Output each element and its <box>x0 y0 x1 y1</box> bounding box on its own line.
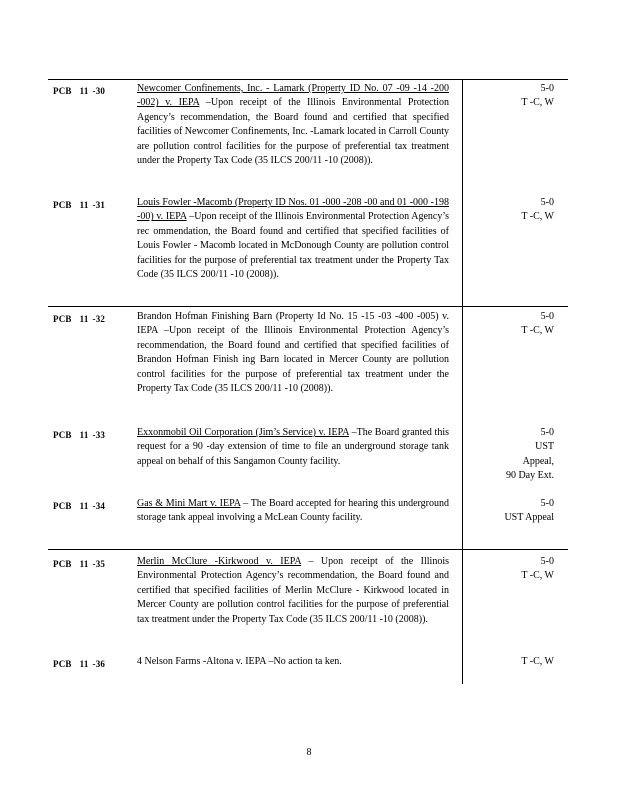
case-description: –Upon receipt of the Illinois Environmental Protection Agency’s recommendation, the Board found and certified that specified facilities of Newcomer Confinements, Inc. -Lamark located in Carroll County are pollution control facilities for the purpose of preferential tax treatment under the Property Tax Code (35 ILCS 200/11 -10 (2008)). <box>137 97 450 167</box>
table-row-rule <box>48 549 568 550</box>
case-docket-year: 11 <box>79 501 89 511</box>
case-docket-year: 11 <box>79 86 89 96</box>
case-docket-suffix: -33 <box>92 430 106 440</box>
case-description: –The Board granted this request for a 90 -day extension of time to file an underground storage tank appeal on behalf of this Sangamon County facility. <box>137 427 450 467</box>
vote-result <box>444 196 554 225</box>
vote-line: 5-0 <box>540 197 554 208</box>
vote-line: 5-0 <box>540 83 554 94</box>
vote-line: T -C, W <box>521 211 554 223</box>
case-title: Louis Fowler -Macomb (Property ID Nos. 01 -000 -208 -00 and 01 -000 -198 -00) v. IEPA <box>137 197 449 223</box>
case-docket-year: 11 <box>79 200 89 210</box>
case-prefix: PCB <box>53 314 72 324</box>
case-summary <box>137 555 449 627</box>
case-docket-year: 11 <box>79 559 89 569</box>
case-docket-suffix: -34 <box>92 501 106 511</box>
vote-result <box>444 426 554 484</box>
case-docket-suffix: -32 <box>92 314 106 324</box>
case-description: Brandon Hofman Finishing Barn (Property Id No. 15 -15 -03 -400 -005) v. IEPA –Upon receipt of the Illinois Environmental Protection Agency’s recommendation, the Board found and certified that specified facilities of Brandon Hofman Finish ing Barn located in Mercer County are pollution control facilities for the purpose of preferential tax treatment under the Property Tax Code (35 ILCS 200/11 -10 (2008)). <box>137 311 449 395</box>
case-number <box>53 659 133 669</box>
vote-line: T -C, W <box>521 325 554 337</box>
case-description: –Upon receipt of the Illinois Environmental Protection Agency’s rec ommendation, the Board found and certified that specified facilities of Louis Fowler - Macomb located in McDonough County are pollution control facilities for the purpose of preferential tax treatment under the Property Tax Code (35 ILCS 200/11 -10 (2008)). <box>137 211 450 281</box>
case-docket-suffix: -30 <box>92 86 106 96</box>
vote-line: T -C, W <box>521 656 554 667</box>
vote-line: T -C, W <box>521 97 554 109</box>
case-prefix: PCB <box>53 200 72 210</box>
vote-result <box>444 310 554 339</box>
page-number: 8 <box>306 747 312 758</box>
case-number <box>53 314 133 324</box>
case-docket-year: 11 <box>79 314 89 324</box>
case-docket-suffix: -31 <box>92 200 106 210</box>
vote-result <box>444 82 554 111</box>
case-docket-suffix: -36 <box>92 659 106 669</box>
case-title: Exxonmobil Oil Corporation (Jim’s Service) v. IEPA <box>137 427 349 438</box>
case-docket-year: 11 <box>79 430 89 440</box>
vote-line: 5-0 <box>540 556 554 567</box>
case-summary <box>137 497 449 526</box>
vote-result <box>444 655 554 669</box>
case-prefix: PCB <box>53 659 72 669</box>
case-number <box>53 501 133 511</box>
table-top-rule <box>48 79 568 80</box>
vote-line: UST <box>535 441 554 453</box>
case-title: Gas & Mini Mart v. IEPA <box>137 498 241 509</box>
case-description: – Upon receipt of the Illinois Environmental Protection Agency’s recommendation, the Board found and certified that specified facilities of Merlin McClure - Kirkwood located in Mercer County are pollution control facilities for the purpose of preferential tax treatment under the Property Tax Code (35 ILCS 200/11 -10 (2008)). <box>137 556 449 625</box>
case-prefix: PCB <box>53 501 72 511</box>
case-description: – The Board accepted for hearing this underground storage tank appeal involving a McLean County facility. <box>137 498 449 524</box>
vote-line: UST Appeal <box>504 512 554 524</box>
vote-line: Appeal, <box>522 455 554 467</box>
case-summary <box>137 196 449 282</box>
case-summary <box>137 82 449 168</box>
vote-line: 5-0 <box>540 427 554 438</box>
case-description: 4 Nelson Farms -Altona v. IEPA –No action ta ken. <box>137 656 342 667</box>
case-number <box>53 430 133 440</box>
case-docket-year: 11 <box>79 659 89 669</box>
case-summary <box>137 310 449 396</box>
case-prefix: PCB <box>53 430 72 440</box>
vote-line: 90 Day Ext. <box>505 470 554 482</box>
case-summary <box>137 655 449 669</box>
case-number <box>53 86 133 96</box>
vote-result <box>444 497 554 526</box>
vote-line: 5-0 <box>540 311 554 322</box>
case-title: Newcomer Confinements, Inc. - Lamark (Property ID No. 07 -09 -14 -200 -002) v. IEPA <box>137 83 449 109</box>
case-number <box>53 559 133 569</box>
case-prefix: PCB <box>53 86 72 96</box>
table-row-rule <box>48 306 568 307</box>
vote-result <box>444 555 554 584</box>
vote-line: T -C, W <box>521 570 554 582</box>
case-prefix: PCB <box>53 559 72 569</box>
case-docket-suffix: -35 <box>92 559 106 569</box>
case-title: Merlin McClure -Kirkwood v. IEPA <box>137 556 302 567</box>
case-summary <box>137 426 449 469</box>
vote-column-divider <box>462 79 463 306</box>
vote-line: 5-0 <box>540 498 554 509</box>
case-number <box>53 200 133 210</box>
